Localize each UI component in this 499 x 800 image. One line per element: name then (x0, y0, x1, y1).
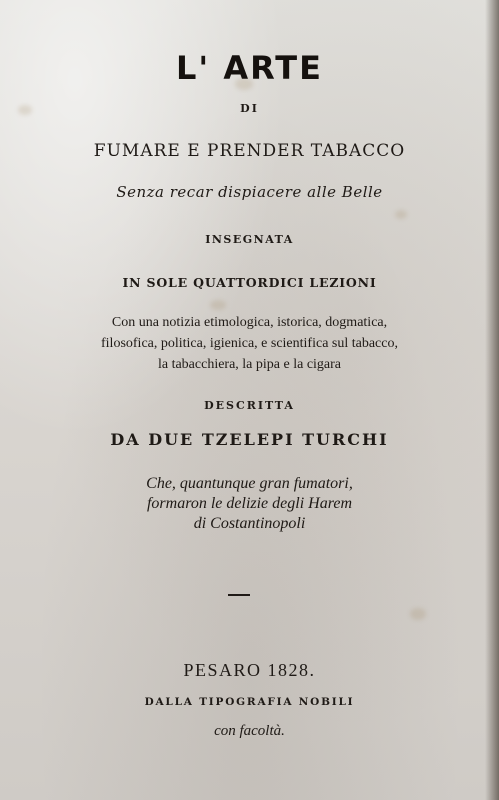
printer-line: DALLA TIPOGRAFIA NOBILI (144, 696, 355, 708)
foxing-spot (395, 210, 407, 219)
described-label: DESCRITTA (204, 399, 295, 412)
separator-rule (228, 594, 250, 596)
script-tagline: Senza recar dispiacere alle Belle (116, 183, 383, 201)
italic-line: di Costantinopoli (193, 515, 306, 532)
permission-line: con facoltà. (214, 723, 285, 739)
description-line: Con una notizia etimologica, istorica, dogmatica, (111, 315, 388, 330)
description-line: la tabacchiera, la pipa e la cigara (157, 357, 342, 372)
place-year: PESARO 1828. (183, 660, 316, 680)
book-title: L' ARTE (176, 49, 323, 87)
foxing-spot (210, 300, 226, 310)
book-subtitle: FUMARE E PRENDER TABACCO (93, 141, 406, 161)
italic-line: Che, quantunque gran fumatori, (146, 475, 353, 492)
foxing-spot (410, 608, 426, 620)
taught-label: INSEGNATA (205, 233, 294, 246)
description-line: filosofica, politica, igienica, e scientifica sul tabacco, (101, 336, 398, 351)
italic-line: formaron le delizie degli Harem (146, 495, 352, 512)
authors-line: DA DUE TZELEPI TURCHI (110, 430, 389, 449)
lessons-line: IN SOLE QUATTORDICI LEZIONI (122, 275, 377, 290)
title-connector: DI (240, 102, 259, 115)
